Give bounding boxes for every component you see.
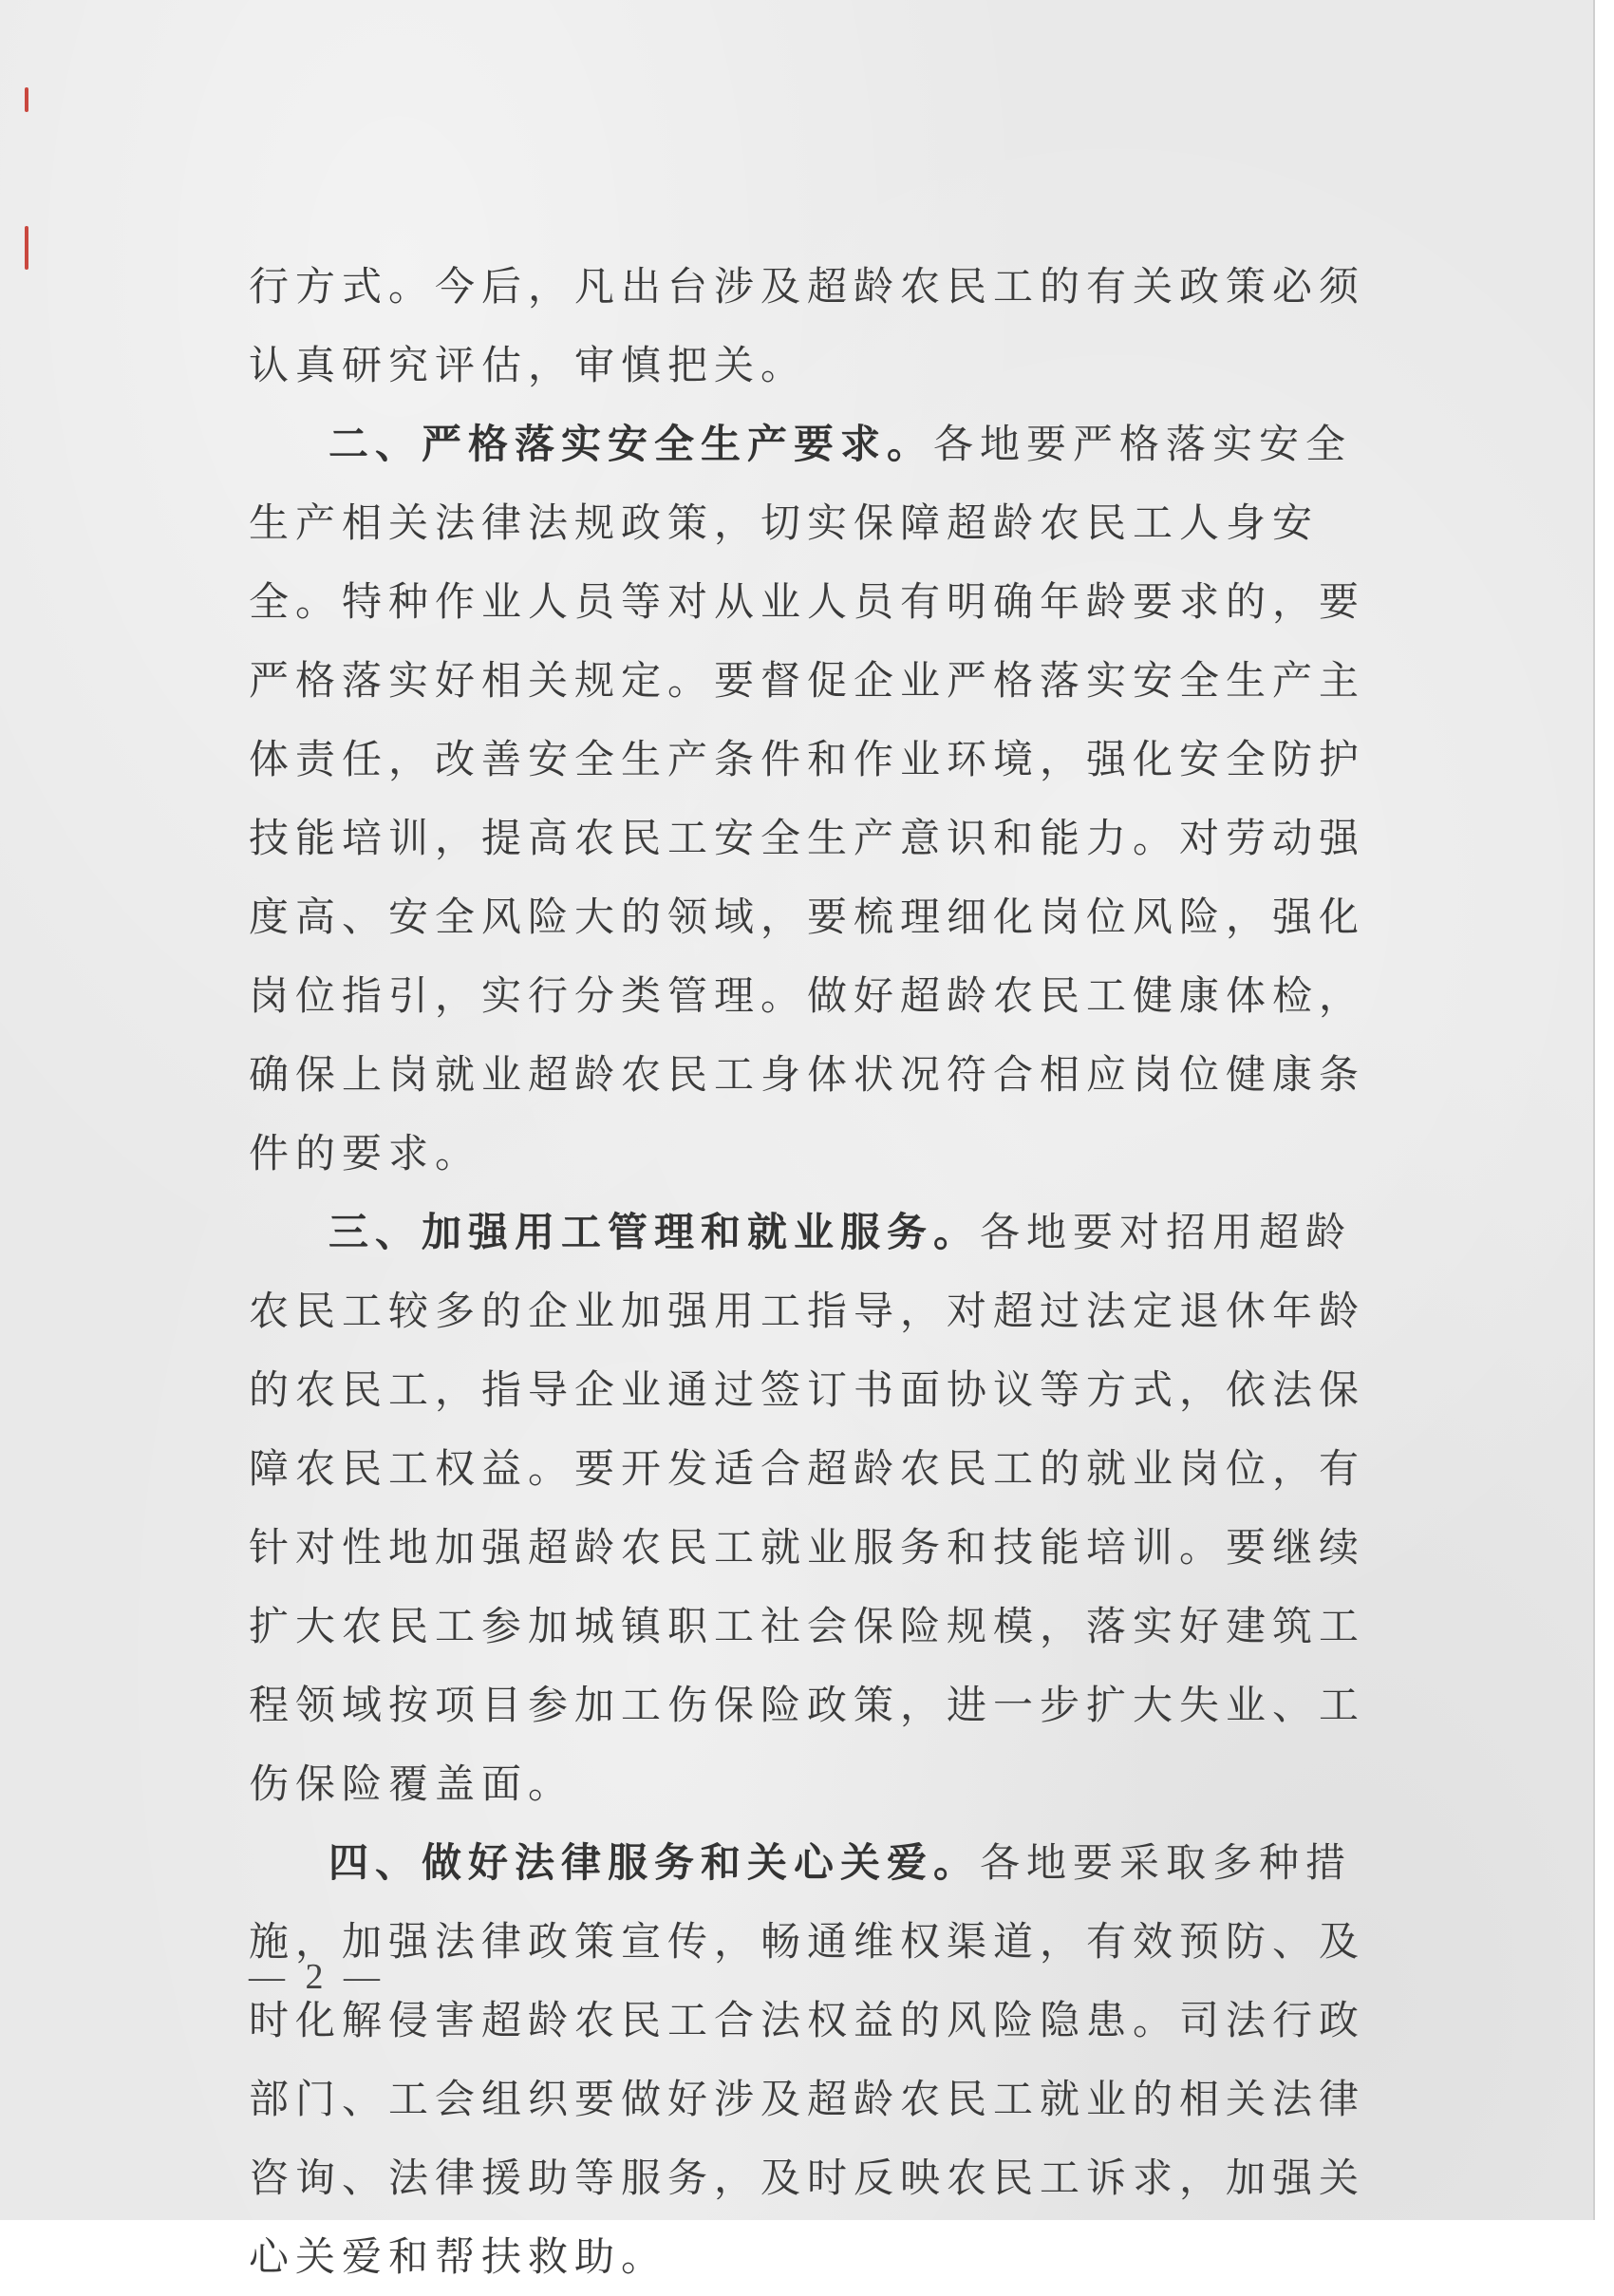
paragraph-heading: 二、严格落实安全生产要求。 xyxy=(328,421,934,467)
paragraph-text: 行方式。今后，凡出台涉及超龄农民工的有关政策必须认真研究评估，审慎把关。 xyxy=(249,263,1366,388)
paragraph-heading: 四、做好法律服务和关心关爱。 xyxy=(328,1839,981,1886)
paragraph-employment xyxy=(249,1193,1388,1823)
paragraph-legal xyxy=(249,1823,1388,2296)
paragraph-continuation xyxy=(249,247,1388,405)
red-ink-mark xyxy=(25,226,28,270)
paragraph-text: 各地要严格落实安全生产相关法律法规政策，切实保障超龄农民工人身安全。特种作业人员等对从业人员有明确年龄要求的，要严格落实好相关规定。要督促企业严格落实安全生产主体责任，改善安全生产条件和作业环境，强化安全防护技能培训，提高农民工安全生产意识和能力。对劳动强度高、安全风险大的领域，要梳理细化岗位风险，强化岗位指引，实行分类管理。做好超龄农民工健康体检，确保上岗就业超龄农民工身体状况符合相应岗位健康条件的要求。 xyxy=(249,421,1366,1176)
paragraph-heading: 三、加强用工管理和就业服务。 xyxy=(328,1209,981,1255)
paragraph-text: 各地要采取多种措施，加强法律政策宣传，畅通维权渠道，有效预防、及时化解侵害超龄农民工合法权益的风险隐患。司法行政部门、工会组织要做好涉及超龄农民工就业的相关法律咨询、法律援助等服务，及时反映农民工诉求，加强关心关爱和帮扶救助。 xyxy=(249,1839,1366,2280)
paragraph-text: 各地要对招用超龄农民工较多的企业加强用工指导，对超过法定退休年龄的农民工，指导企业通过签订书面协议等方式，依法保障农民工权益。要开发适合超龄农民工的就业岗位，有针对性地加强超龄农民工就业服务和技能培训。要继续扩大农民工参加城镇职工社会保险规模，落实好建筑工程领域按项目参加工伤保险政策，进一步扩大失业、工伤保险覆盖面。 xyxy=(249,1209,1366,1807)
page-number: — 2 — xyxy=(249,1957,385,1997)
red-ink-mark xyxy=(25,87,28,112)
paragraph-safety xyxy=(249,405,1388,1193)
scan-edge xyxy=(1593,0,1614,2220)
document-body xyxy=(249,247,1388,2296)
